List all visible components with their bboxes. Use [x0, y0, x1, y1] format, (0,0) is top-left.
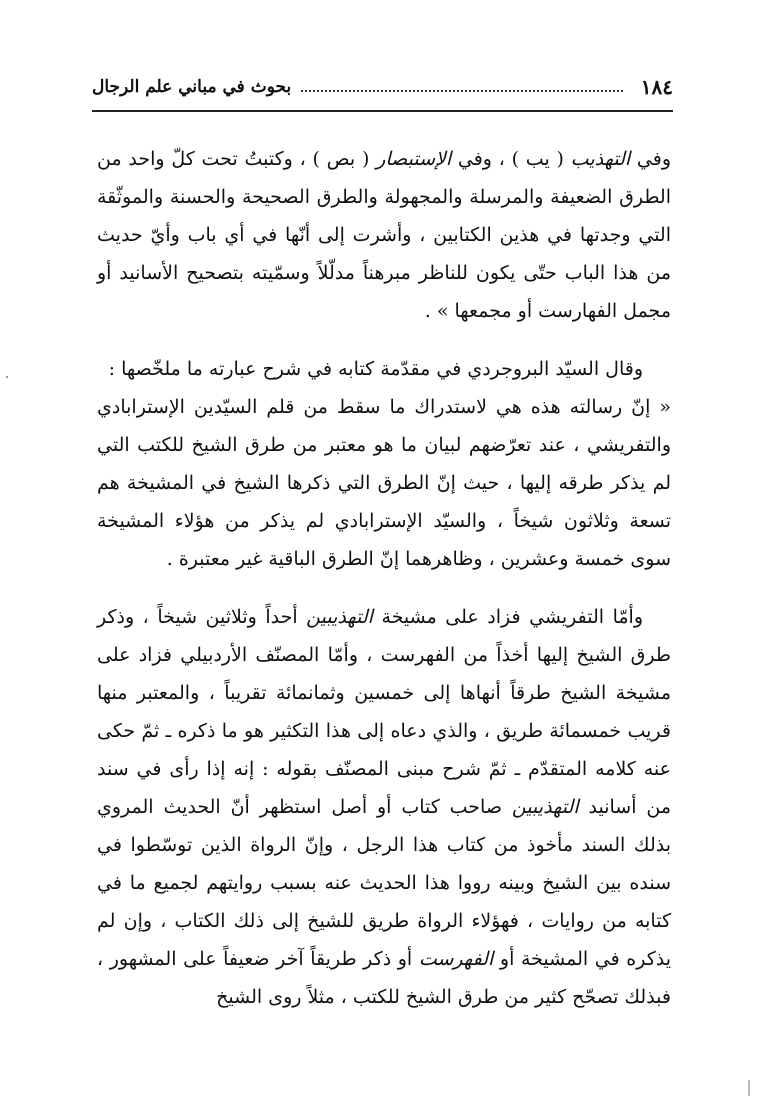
text-run: وأمّا التفريشي فزاد على مشيخة: [372, 606, 644, 628]
running-title: بحوث في مباني علم الرجال: [92, 77, 292, 97]
body-text: [97, 140, 671, 1016]
book-title-italic: الفهرست: [418, 948, 494, 970]
paragraph-3-quote: [97, 388, 671, 578]
paragraph-1: [97, 140, 671, 330]
scan-speck: [6, 376, 8, 378]
book-title-italic: التهذيبين: [306, 606, 373, 628]
scan-edge-mark: [748, 1080, 750, 1096]
page-number: ١٨٤: [640, 75, 673, 99]
book-title-italic: الإستبصار: [376, 148, 452, 170]
text-run: « إنّ رسالته هذه هي لاستدراك ما سقط من قلم السيّدين الإسترابادي والتفريشي ، عند تعرّضهم لبيان ما هو معتبر من طرق الشيخ للكتب التي لم يذكر طرقه إليها ، حيث إنّ الطرق التي ذكرها الشيخ في المشيخة هم تسعة وثلاثون شيخاً ، والسيّد الإسترابادي لم يذكر من هؤلاء المشيخة سوى خمسة وعشرين ، وظاهرهما إنّ الطرق الباقية غير معتبرة .: [97, 396, 671, 570]
text-run: أحداً وثلاثين شيخاً ، وذكر طرق الشيخ إليها أخذاً من الفهرست ، وأمّا المصنّف الأردبيلي فزاد على مشيخة الشيخ طرقاً أنهاها إلى خمسين وثمانمائة تقريباً ، والمعتبر منها قريب خمسمائة طريق ، والذي دعاه إلى هذا التكثير هو ما ذكره ـ ثمّ حكى عنه كلامه المتقدّم ـ ثمّ شرح مبنى المصنّف بقوله : إنه إذا رأى في سند من أسانيد: [97, 606, 671, 818]
book-title-italic: التهذيب: [570, 148, 631, 170]
book-title-italic: التهذيبين: [511, 796, 579, 818]
text-run: صاحب كتاب أو أصل استظهر أنّ الحديث المروي بذلك السند مأخوذ من كتاب هذا الرجل ، وإنّ الرواة الذين توسّطوا في سنده بين الشيخ وبينه رووا هذا الحديث عنه بسبب روايتهم لجميع ما في كتابه من روايات ، فهؤلاء الرواة طريق للشيخ إلى ذلك الكتاب ، وإن لم يذكره في المشيخة أو: [97, 796, 672, 970]
text-run: ( بص ) ، وكتبتُ تحت كلّ واحد من الطرق الضعيفة والمرسلة والمجهولة والطرق الصحيحة والحسنة والموثّقة التي وجدتها في هذين الكتابين ، وأشرت إلى أنّها في أي باب وأيّ حديث من هذا الباب حتّى يكون للناظر مبرهناً مدلّلاً وسمّيته بتصحيح الأسانيد أو مجمل الفهارست أو مجمعها » .: [97, 148, 671, 322]
paragraph-4: [97, 598, 671, 1016]
header-dot-leader: [301, 90, 623, 92]
text-run: ( يب ) ، وفي: [451, 148, 571, 170]
paragraph-2: [97, 350, 671, 388]
text-run: أو ذكر طريقاً آخر ضعيفاً على المشهور ، فبذلك تصحّح كثير من طرق الشيخ للكتب ، مثلاً روى الشيخ: [97, 948, 671, 1008]
header-rule: [92, 110, 673, 112]
text-run: وفي: [630, 148, 671, 170]
text-run: وقال السيّد البروجردي في مقدّمة كتابه في شرح عبارته ما ملخّصها :: [108, 358, 643, 380]
running-header: [92, 70, 673, 104]
